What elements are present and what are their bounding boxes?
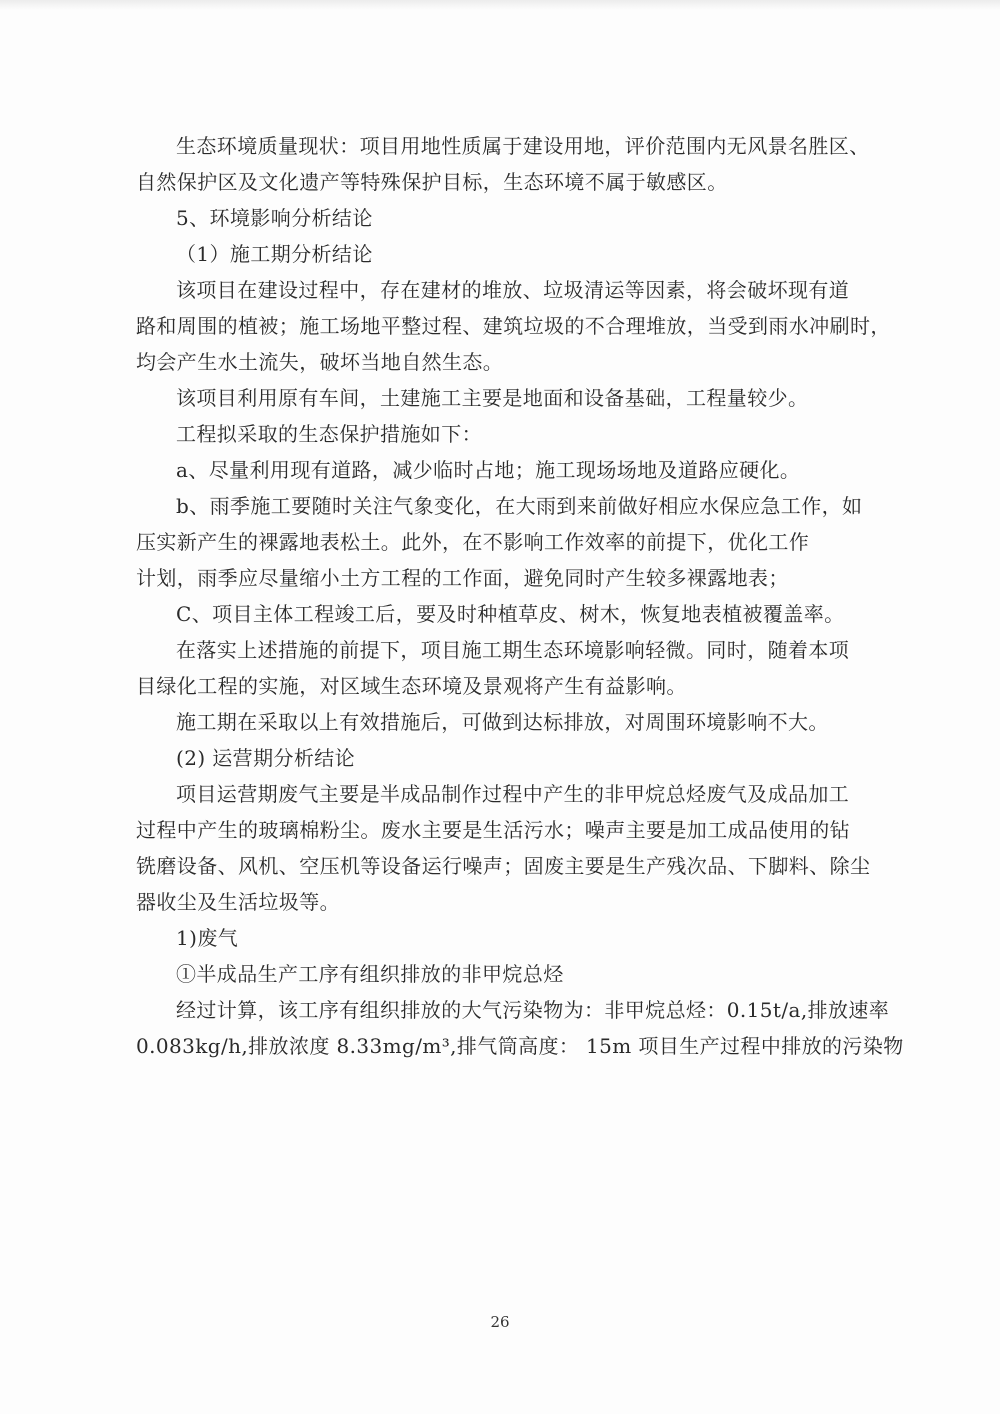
list-item: b、雨季施工要随时关注气象变化，在大雨到来前做好相应水保应急工作，如 [176, 494, 863, 518]
subsection-heading: 1)废气 [176, 926, 239, 950]
paragraph-line: 压实新产生的裸露地表松土。此外，在不影响工作效率的前提下，优化工作 [136, 530, 810, 554]
paragraph-line: 生态环境质量现状：项目用地性质属于建设用地，评价范围内无风景名胜区、 [176, 134, 870, 158]
document-body [136, 128, 904, 1064]
paragraph-line: 在落实上述措施的前提下，项目施工期生态环境影响轻微。同时，随着本项 [176, 638, 850, 662]
paragraph-line: 计划，雨季应尽量缩小土方工程的工作面，避免同时产生较多裸露地表； [136, 566, 789, 590]
paragraph-line: 项目运营期废气主要是半成品制作过程中产生的非甲烷总烃废气及成品加工 [176, 782, 850, 806]
paragraph-line: 铣磨设备、风机、空压机等设备运行噪声；固废主要是生产残次品、下脚料、除尘 [136, 854, 871, 878]
paragraph-line: 该项目在建设过程中，存在建材的堆放、垃圾清运等因素，将会破坏现有道 [176, 278, 850, 302]
subsection-heading: （1）施工期分析结论 [176, 242, 373, 266]
paragraph-line: 工程拟采取的生态保护措施如下： [176, 422, 482, 446]
list-item: a、尽量利用现有道路，减少临时占地；施工现场场地及道路应硬化。 [176, 458, 801, 482]
paragraph-line: 0.083kg/h,排放浓度 8.33mg/m³,排气筒高度： 15m 项目生产过程中排放的污染物 [136, 1034, 904, 1058]
paragraph-line: 自然保护区及文化遗产等特殊保护目标，生态环境不属于敏感区。 [136, 170, 728, 194]
paragraph-line: 过程中产生的玻璃棉粉尘。废水主要是生活污水；噪声主要是加工成品使用的钻 [136, 818, 850, 842]
subsection-heading: (2) 运营期分析结论 [176, 746, 356, 770]
subsection-heading: ①半成品生产工序有组织排放的非甲烷总烃 [176, 962, 564, 986]
section-heading: 5、环境影响分析结论 [176, 206, 373, 230]
paragraph-line: 经过计算，该工序有组织排放的大气污染物为：非甲烷总烃：0.15t/a,排放速率 [176, 998, 890, 1022]
list-item: C、项目主体工程竣工后，要及时种植草皮、树木，恢复地表植被覆盖率。 [176, 602, 845, 626]
paragraph-line: 该项目利用原有车间，土建施工主要是地面和设备基础，工程量较少。 [176, 386, 809, 410]
paragraph-line: 均会产生水土流失，破坏当地自然生态。 [136, 350, 504, 374]
paragraph-line: 器收尘及生活垃圾等。 [136, 890, 340, 914]
paragraph-line: 路和周围的植被；施工场地平整过程、建筑垃圾的不合理堆放，当受到雨水冲刷时， [136, 314, 891, 338]
paragraph-line: 施工期在采取以上有效措施后，可做到达标排放，对周围环境影响不大。 [176, 710, 829, 734]
page-number: 26 [490, 1313, 510, 1331]
paragraph-line: 目绿化工程的实施，对区域生态环境及景观将产生有益影响。 [136, 674, 687, 698]
scan-edge [0, 0, 1000, 10]
